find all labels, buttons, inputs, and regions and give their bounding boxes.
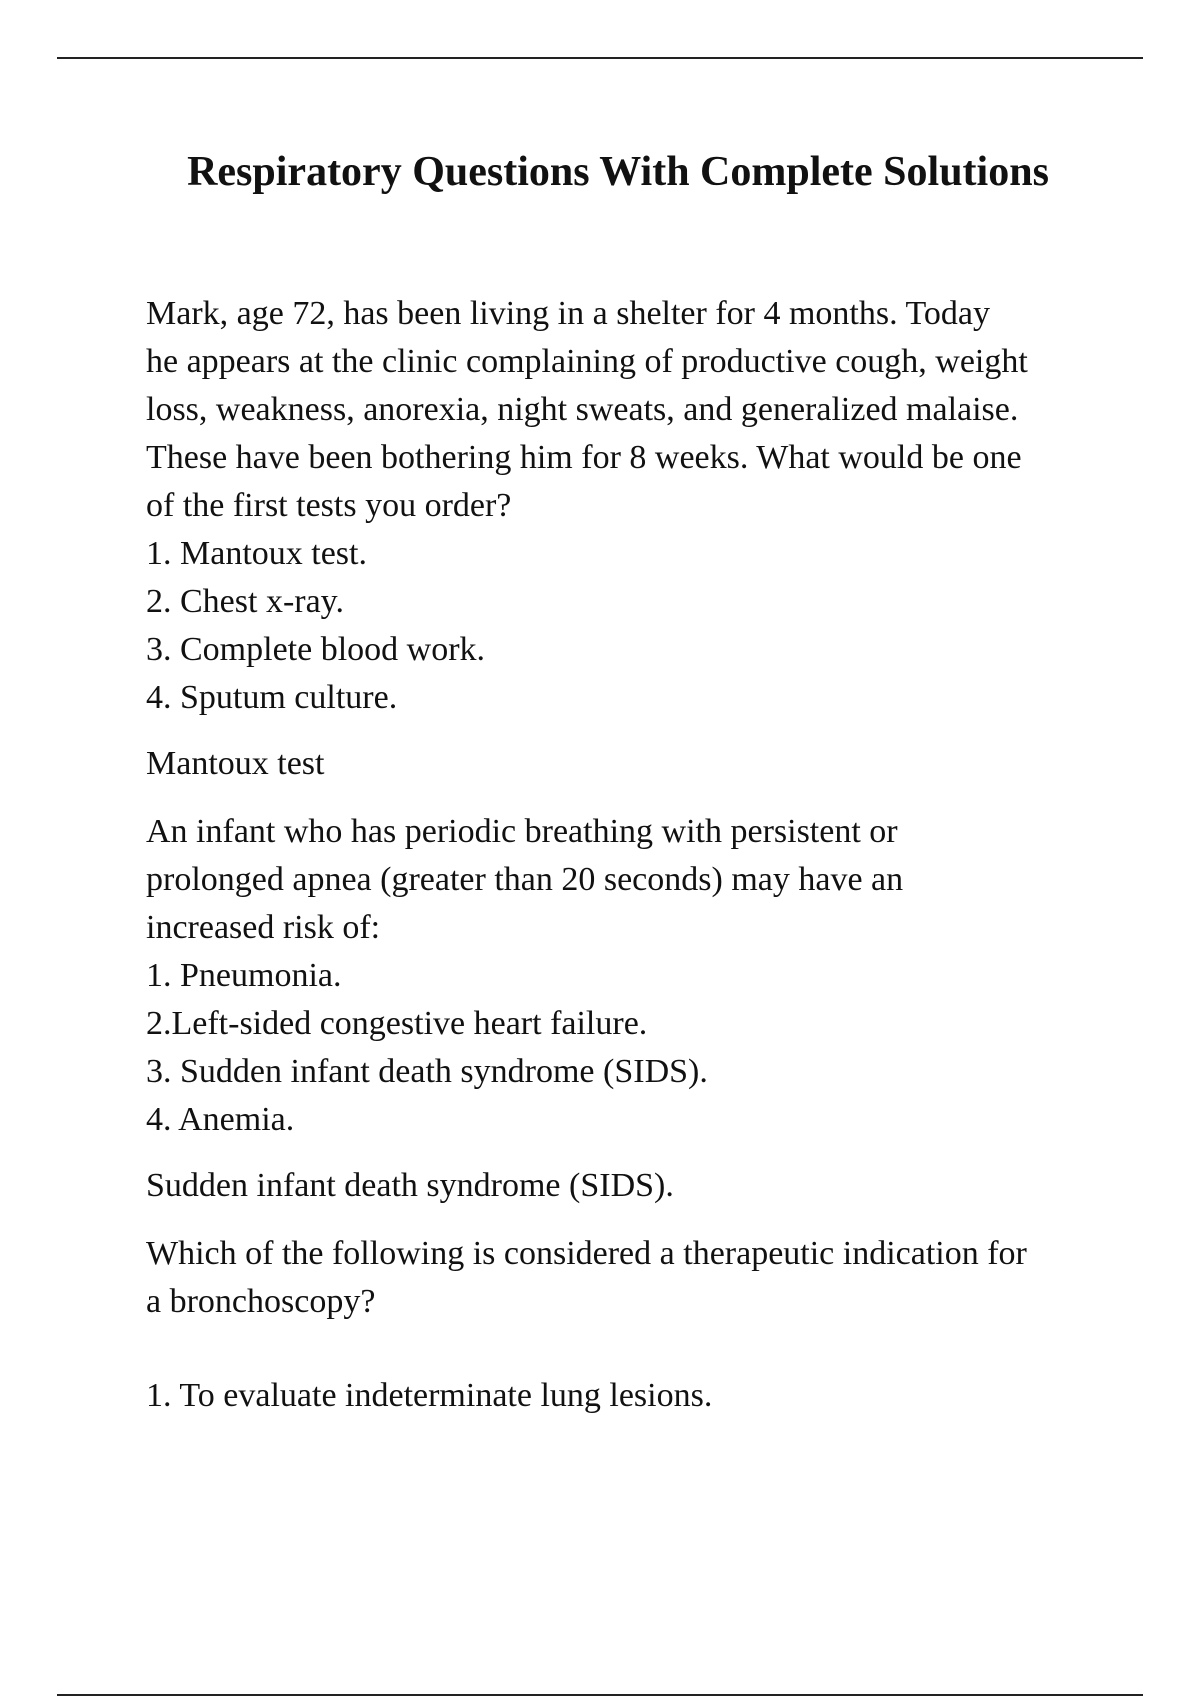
question-1-answer: Mantoux test (146, 745, 325, 782)
question-1-line: loss, weakness, anorexia, night sweats, and generalized malaise. (146, 391, 1019, 428)
question-1-line: Mark, age 72, has been living in a shelter for 4 months. Today (146, 295, 990, 332)
question-2-option: 1. Pneumonia. (146, 957, 342, 994)
question-1-option: 2. Chest x-ray. (146, 583, 344, 620)
question-1-line: These have been bothering him for 8 weeks. What would be one (146, 439, 1022, 476)
question-1 (146, 290, 1106, 722)
question-2-option: 3. Sudden infant death syndrome (SIDS). (146, 1053, 708, 1090)
question-1-line: of the first tests you order? (146, 487, 512, 524)
question-2-line: prolonged apnea (greater than 20 seconds) may have an (146, 861, 904, 898)
question-2-line: An infant who has periodic breathing with persistent or (146, 813, 898, 850)
question-1-line: he appears at the clinic complaining of productive cough, weight (146, 343, 1028, 380)
bottom-divider (57, 1694, 1143, 1696)
question-2-line: increased risk of: (146, 909, 381, 946)
question-2-option: 2.Left-sided congestive heart failure. (146, 1005, 648, 1042)
question-1-option: 1. Mantoux test. (146, 535, 367, 572)
question-2-option: 4. Anemia. (146, 1101, 295, 1138)
question-2-answer: Sudden infant death syndrome (SIDS). (146, 1167, 674, 1204)
question-3-line: a bronchoscopy? (146, 1283, 376, 1320)
document-body (146, 290, 1106, 1420)
question-3 (146, 1230, 1106, 1420)
question-2 (146, 808, 1106, 1144)
page-title: Respiratory Questions With Complete Solutions (187, 149, 1049, 195)
question-1-option: 4. Sputum culture. (146, 679, 398, 716)
top-divider (57, 57, 1143, 59)
question-3-line: Which of the following is considered a therapeutic indication for (146, 1235, 1027, 1272)
question-1-option: 3. Complete blood work. (146, 631, 486, 668)
question-3-option: 1. To evaluate indeterminate lung lesions. (146, 1377, 713, 1414)
